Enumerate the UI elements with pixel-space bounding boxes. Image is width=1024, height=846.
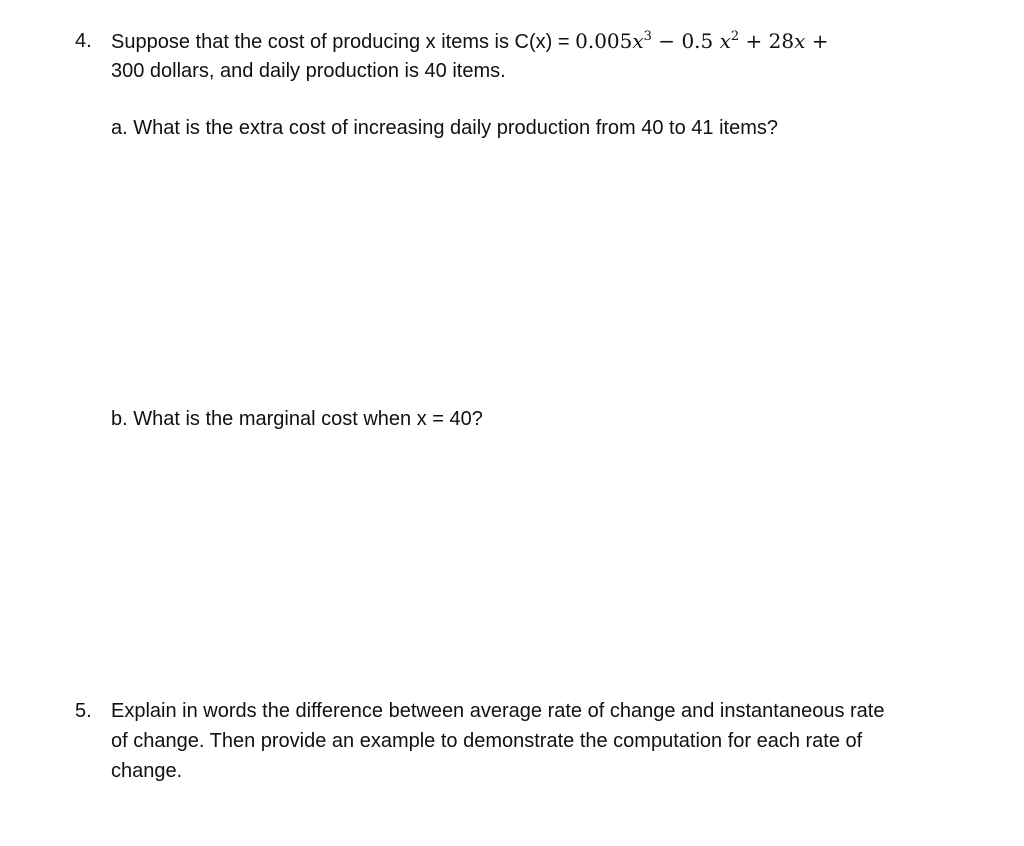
- term-3-coefficient: 28: [768, 29, 795, 53]
- term-2-exponent: 2: [730, 29, 740, 44]
- cost-function-equation: [575, 29, 828, 53]
- question-4-line-1: [111, 26, 829, 57]
- term-1-variable: x: [632, 29, 644, 53]
- term-2-variable: x: [719, 29, 731, 53]
- question-4-line-2: 300 dollars, and daily production is 40 items.: [111, 60, 506, 82]
- question-4-part-a: a. What is the extra cost of increasing daily production from 40 to 41 items?: [111, 117, 778, 139]
- operator-plus-trailing: +: [805, 29, 829, 53]
- term-3-variable: x: [794, 29, 806, 53]
- operator-plus: +: [739, 29, 769, 53]
- question-5-line-1: Explain in words the difference between average rate of change and instantaneous rate: [111, 700, 885, 722]
- operator-minus: −: [651, 29, 682, 53]
- question-4-number: 4.: [75, 30, 92, 52]
- question-5-line-2: of change. Then provide an example to demonstrate the computation for each rate of: [111, 730, 863, 752]
- term-2-coefficient: 0.5: [681, 29, 720, 53]
- question-4-text: Suppose that the cost of producing x items is C(x) =: [111, 31, 576, 53]
- term-1-coefficient: 0.005: [575, 29, 633, 53]
- question-5-number: 5.: [75, 700, 92, 722]
- question-5-line-3: change.: [111, 760, 183, 782]
- term-1-exponent: 3: [643, 29, 652, 44]
- question-4-part-b: b. What is the marginal cost when x = 40?: [111, 408, 483, 430]
